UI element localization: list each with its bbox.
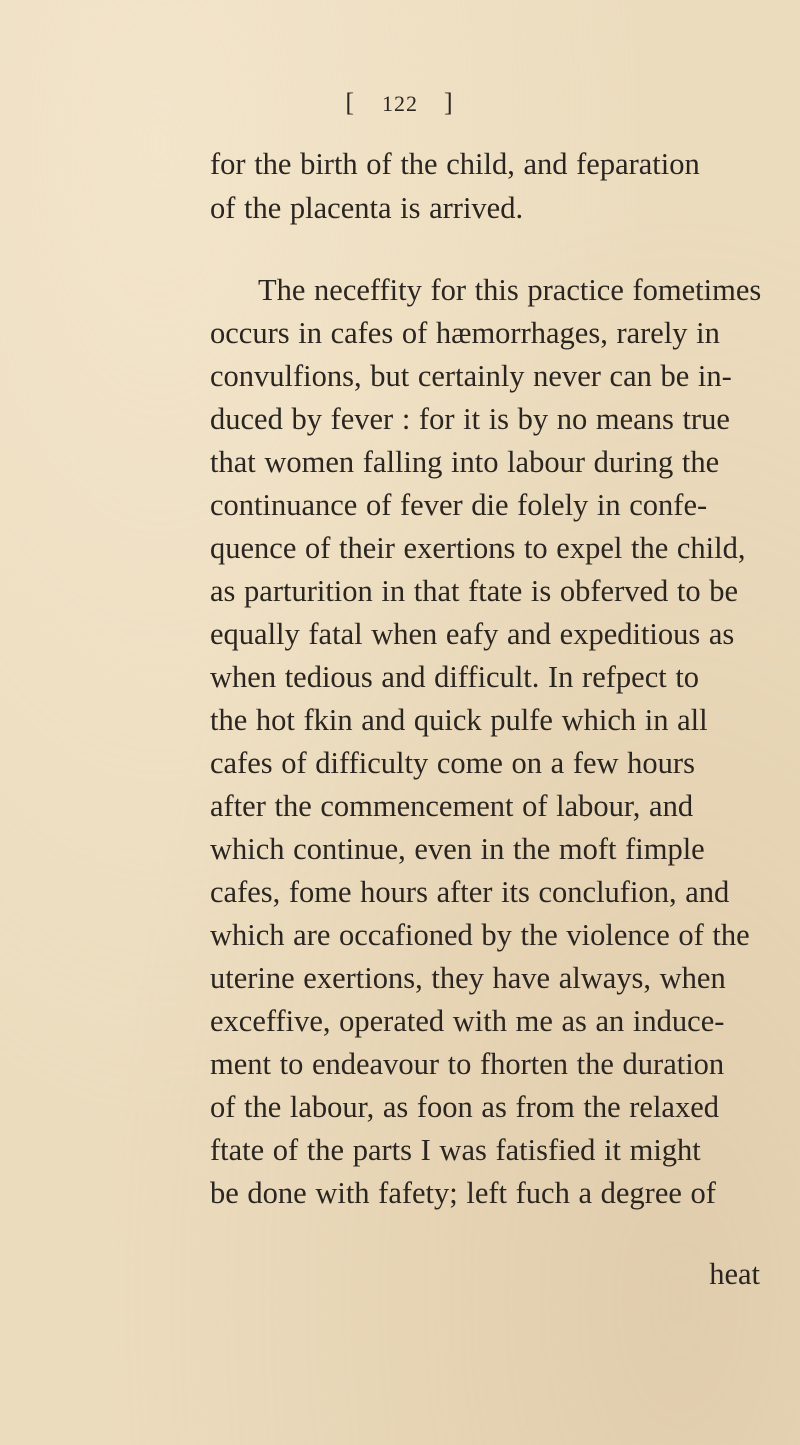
text-line: continuance of fever die folely in confe-	[210, 488, 708, 522]
text-line: of the placenta is arrived.	[210, 191, 524, 225]
text-line: which continue, even in the moft fimple	[210, 832, 705, 866]
text-line: cafes of difficulty come on a few hours	[210, 746, 695, 780]
text-line: quence of their exertions to expel the child,	[210, 531, 746, 565]
text-line: be done with fafety; left fuch a degree of	[210, 1176, 716, 1210]
text-line: which are occafioned by the violence of the	[210, 918, 750, 952]
text-line: convulfions, but certainly never can be in-	[210, 359, 732, 393]
page-number: 122	[382, 91, 418, 116]
paragraph-start-line: The neceffity for this practice fometimes	[258, 273, 762, 307]
right-bracket: ]	[444, 88, 455, 117]
text-line: ftate of the parts I was fatisfied it might	[210, 1133, 701, 1167]
page-header	[0, 88, 800, 118]
text-line: exceffive, operated with me as an induce-	[210, 1004, 725, 1038]
catchword: heat	[709, 1257, 760, 1291]
text-line: equally fatal when eafy and expeditious as	[210, 617, 735, 651]
text-line: after the commencement of labour, and	[210, 789, 694, 823]
text-line: of the labour, as foon as from the relaxed	[210, 1090, 720, 1124]
text-line: when tedious and difficult. In refpect to	[210, 660, 700, 694]
text-line: occurs in cafes of hæmorrhages, rarely in	[210, 316, 720, 350]
text-line: duced by fever : for it is by no means true	[210, 402, 730, 436]
text-line: uterine exertions, they have always, when	[210, 961, 726, 995]
text-line: cafes, fome hours after its conclufion, and	[210, 875, 730, 909]
left-bracket: [	[345, 88, 356, 117]
text-line: the hot fkin and quick pulfe which in all	[210, 703, 708, 737]
text-line: for the birth of the child, and feparation	[210, 147, 700, 181]
text-line: as parturition in that ftate is obferved to be	[210, 574, 739, 608]
text-line: ment to endeavour to fhorten the duration	[210, 1047, 725, 1081]
text-line: that women falling into labour during the	[210, 445, 720, 479]
